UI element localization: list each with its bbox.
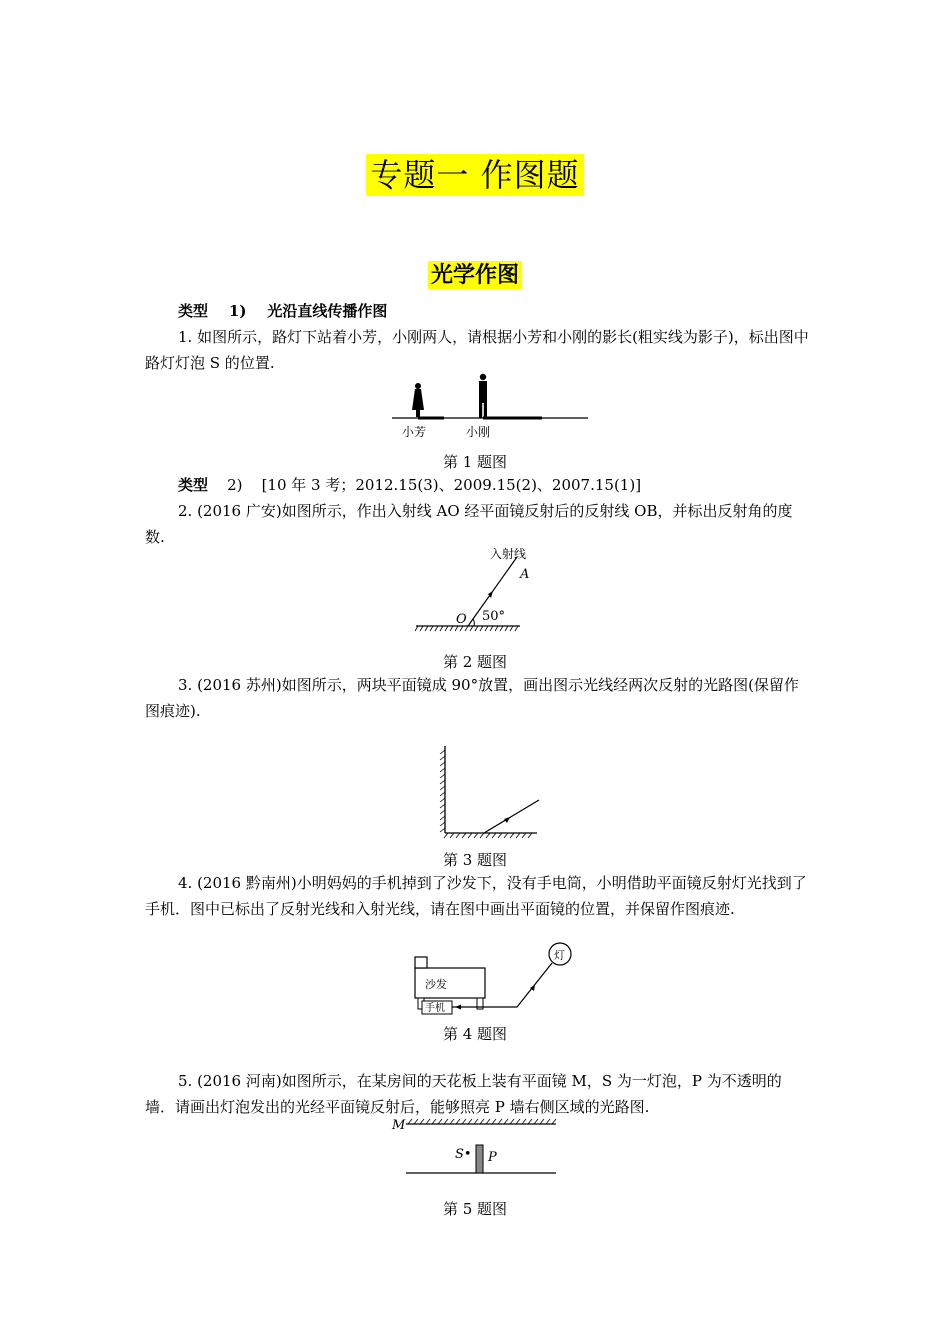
question-2-text: 2. (2016 广安)如图所示，作出入射线 AO 经平面镜反射后的反射线 OB，并标出反射角的度数. [145,502,793,546]
lamp-label: 灯 [554,949,565,962]
type1-heading: 类型 1) 光沿直线传播作图 [178,302,388,320]
figure-1-caption: 第 1 题图 [442,453,508,471]
phone-label: 手机 [425,1003,445,1014]
figure-3 [430,742,550,840]
sofa-label: 沙发 [425,978,447,991]
figure-2-caption: 第 2 题图 [442,653,508,671]
figure-1 [390,370,600,442]
point-o-label: O [456,612,467,627]
wall-label: P [488,1150,497,1165]
question-4-text: 4. (2016 黔南州)小明妈妈的手机掉到了沙发下，没有手电筒，小明借助平面镜反射灯光找到了手机．图中已标出了反射光线和入射光线，请在图中画出平面镜的位置，并保留作图痕迹. [145,874,807,918]
figure-4-caption: 第 4 题图 [442,1025,508,1043]
figure-4 [405,940,580,1020]
point-a-label: A [520,567,530,582]
boy-figure [479,374,487,418]
figure-5 [390,1114,565,1180]
question-5-text: 5. (2016 河南)如图所示，在某房间的天花板上装有平面镜 M，S 为一灯泡，P 为不透明的墙．请画出灯泡发出的光经平面镜反射后，能够照亮 P 墙右侧区域的光路图. [145,1072,782,1116]
figure-5-caption: 第 5 题图 [442,1200,508,1218]
section-title: 光学作图 [0,258,950,289]
source-label: S• [455,1147,472,1162]
label-xiaogang: 小刚 [466,425,491,439]
label-xiaofang: 小芳 [402,425,427,439]
girl-figure [412,383,424,417]
question-3-text: 3. (2016 苏州)如图所示，两块平面镜成 90°放置，画出图示光线经两次反射的光路图(保留作图痕迹). [145,676,799,720]
question-1-text: 1. 如图所示，路灯下站着小芳，小刚两人，请根据小芳和小刚的影长(粗实线为影子)，标出图中路灯灯泡 S 的位置. [145,328,809,372]
type2-heading: 类型 2) [10 年 3 考；2012.15(3)、2009.15(2)、2007.15(1)] [178,476,642,494]
incident-ray-label: 入射线 [490,547,527,561]
mirror-label: M [392,1118,406,1133]
page-title: 专题一 作图题 [0,150,950,196]
figure-2 [410,542,530,634]
figure-3-caption: 第 3 题图 [442,851,508,869]
angle-label: 50° [482,609,506,624]
